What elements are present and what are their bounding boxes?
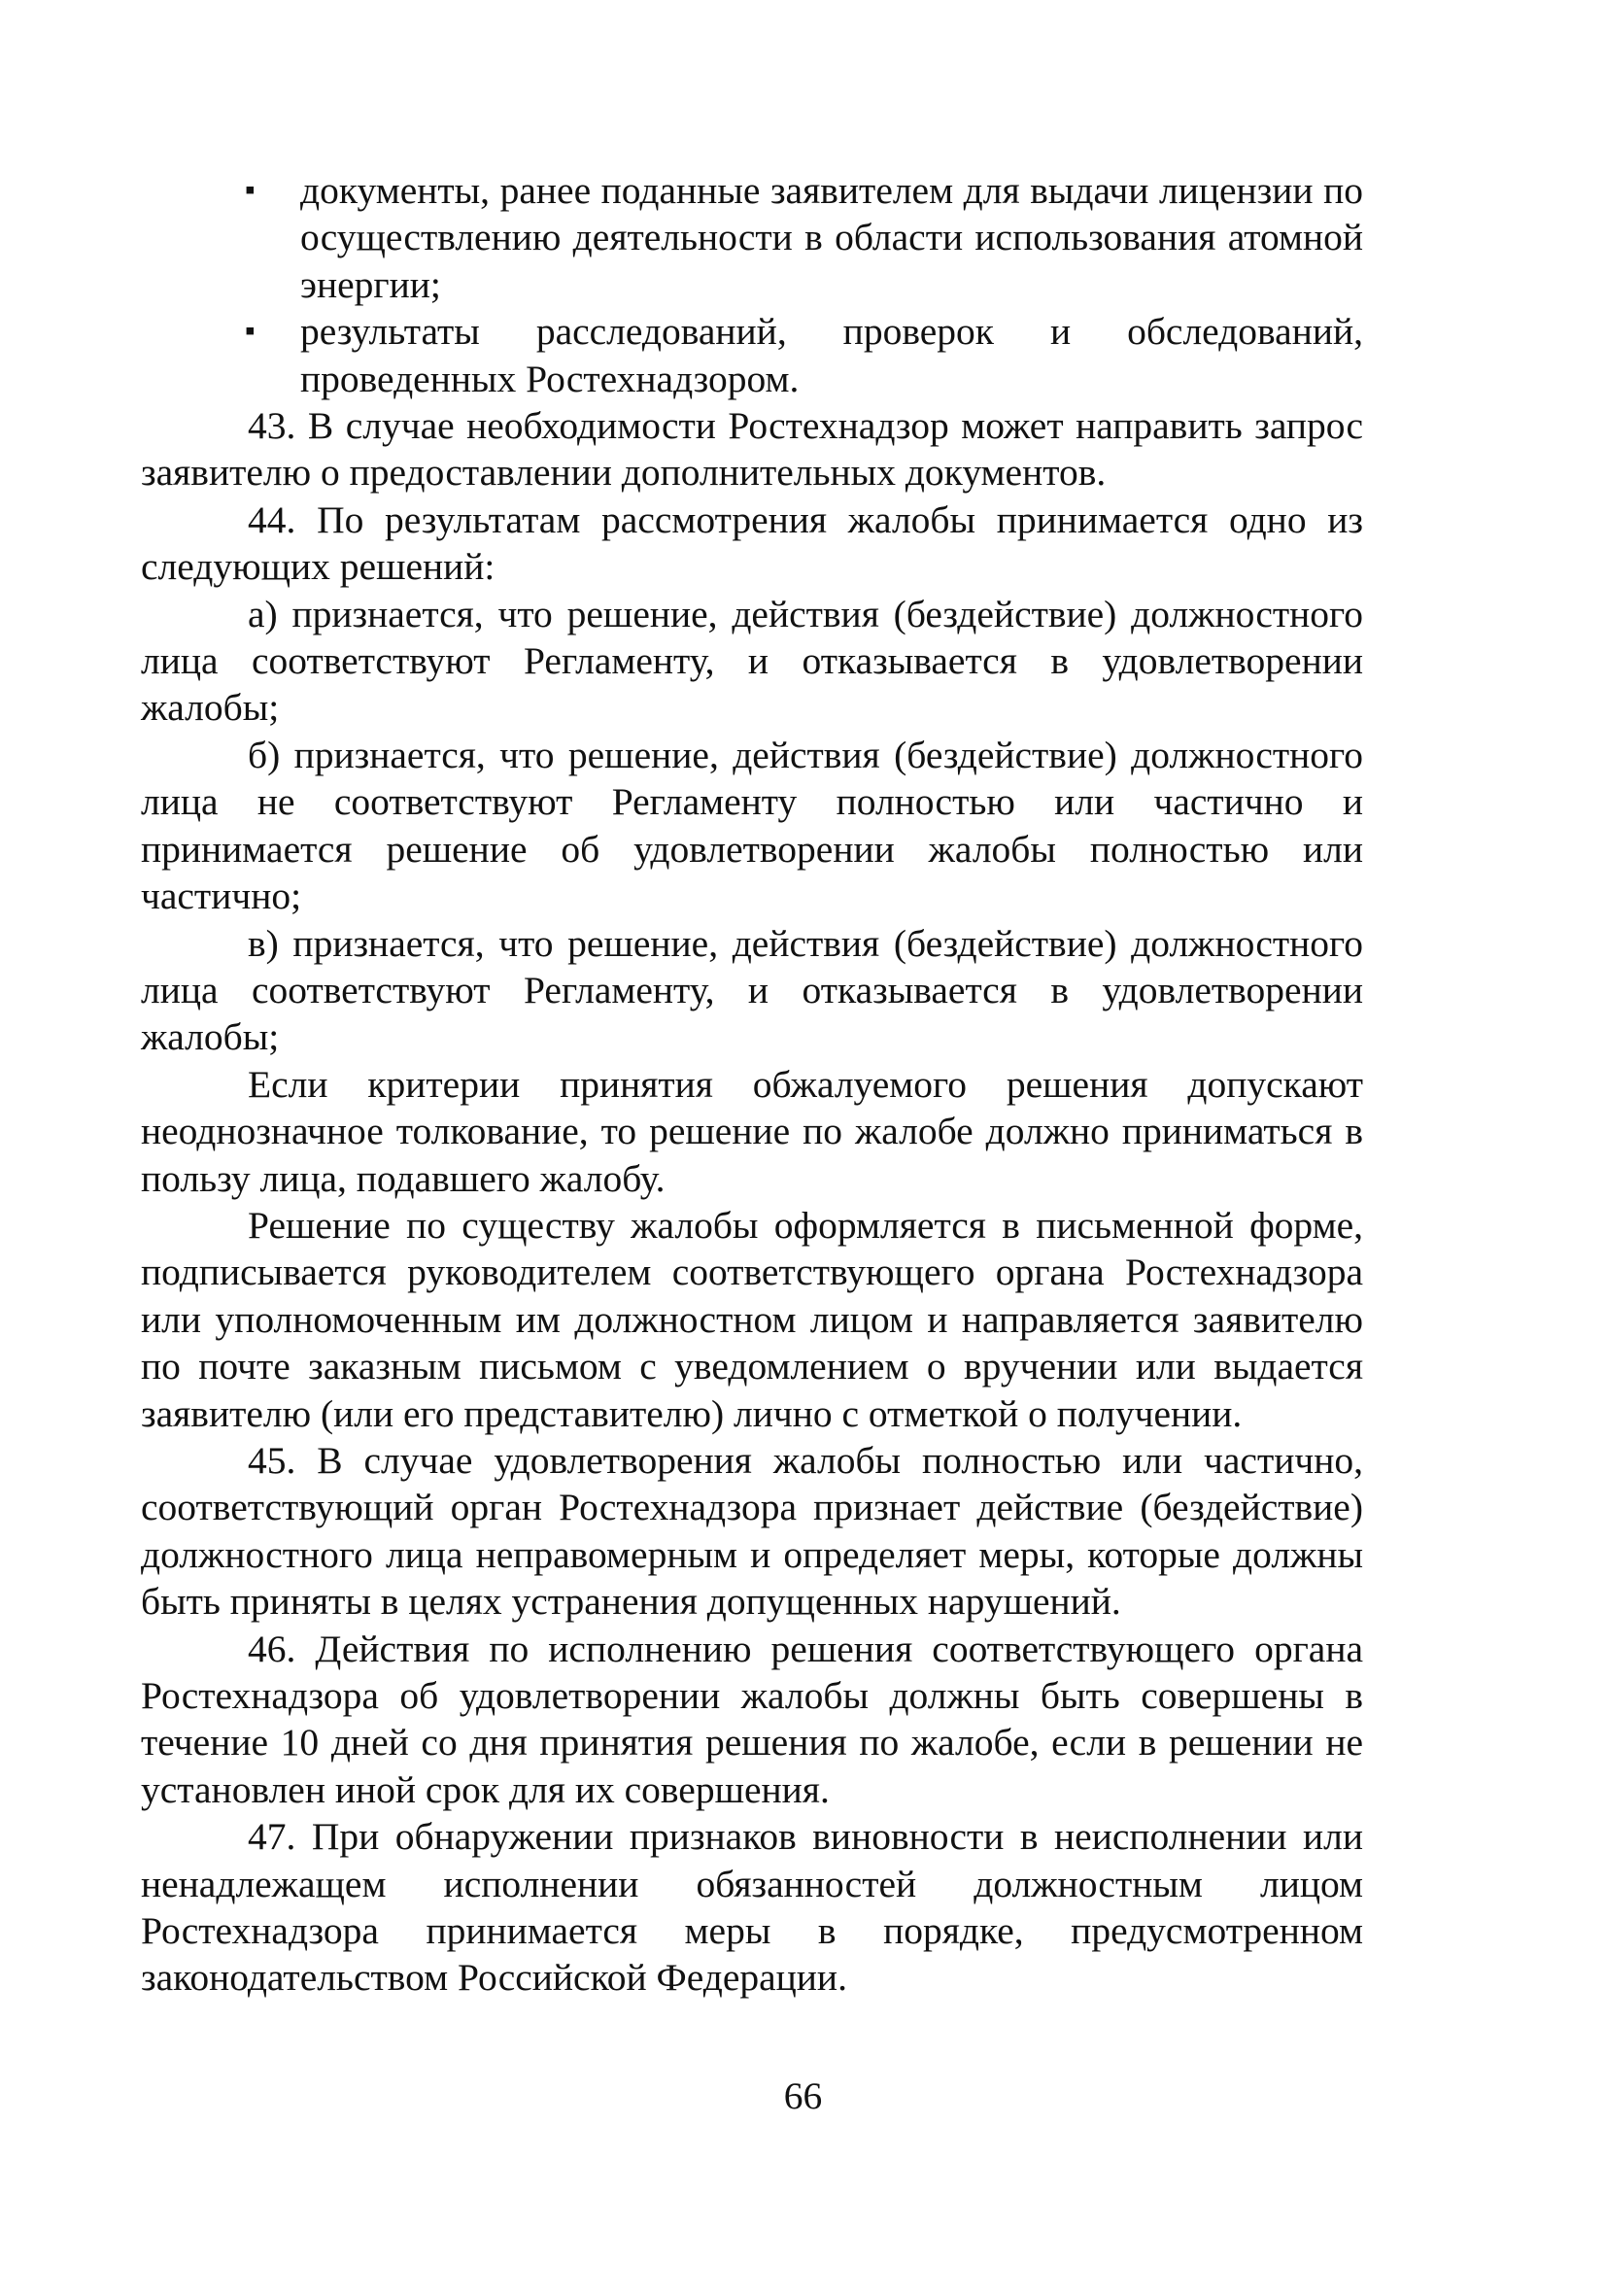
paragraph-44: 44. По результатам рассмотрения жалобы принимается одно из следующих решений: [141, 497, 1363, 589]
paragraph-45: 45. В случае удовлетворения жалобы полностью или частично, соответствующий орган Ростехнадзора признает действие (бездействие) должностного лица неправомерным и определяет меры, которые должны быть приняты в целях устранения допущенных нарушений. [141, 1438, 1363, 1624]
list-item [141, 308, 1363, 402]
paragraph-44-a: а) признается, что решение, действия (бездействие) должностного лица соответствуют Регламенту, и отказывается в удовлетворении жалобы; [141, 592, 1363, 730]
page-number: 66 [783, 2074, 823, 2117]
list-item-text: результаты расследований, проверок и обследований, проведенных Ростехнадзором. [300, 310, 1363, 400]
bullet-icon: ▪ [245, 174, 256, 206]
paragraph-criteria: Если критерии принятия обжалуемого решения допускают неоднозначное толкование, то решение по жалобе должно приниматься в пользу лица, подавшего жалобу. [141, 1062, 1363, 1200]
list-item-text: документы, ранее поданные заявителем для выдачи лицензии по осуществлению деятельности в области использования атомной энергии; [300, 169, 1363, 306]
paragraph-44-v: в) признается, что решение, действия (бездействие) должностного лица соответствуют Регламенту, и отказывается в удовлетворении жалобы; [141, 921, 1363, 1059]
paragraph-decision-form: Решение по существу жалобы оформляется в письменной форме, подписывается руководителем соответствующего органа Ростехнадзора или уполномоченным им должностном лицом и направляется заявителю по почте заказным письмом с уведомлением о вручении или выдается заявителю (или его представителю) лично с отметкой о получении. [141, 1203, 1363, 1435]
bullet-icon: ▪ [245, 315, 256, 348]
paragraph-44-b: б) признается, что решение, действия (бездействие) должностного лица не соответствуют Регламенту полностью или частично и принимается решение об удовлетворении жалобы полностью или частично; [141, 733, 1363, 918]
paragraph-43: 43. В случае необходимости Ростехнадзор может направить запрос заявителю о предоставлении дополнительных документов. [141, 404, 1363, 495]
paragraph-47: 47. При обнаружении признаков виновности в неисполнении или ненадлежащем исполнении обязанностей должностным лицом Ростехнадзора принимается меры в порядке, предусмотренном законодательством Российской Федерации. [141, 1815, 1363, 2000]
paragraph-46: 46. Действия по исполнению решения соответствующего органа Ростехнадзора об удовлетворении жалобы должны быть совершены в течение 10 дней со дня принятия решения по жалобе, если в решении не установлен иной срок для их совершения. [141, 1627, 1363, 1811]
list-item [141, 167, 1363, 308]
bullet-list [141, 167, 1363, 402]
document-page [141, 167, 1363, 2002]
